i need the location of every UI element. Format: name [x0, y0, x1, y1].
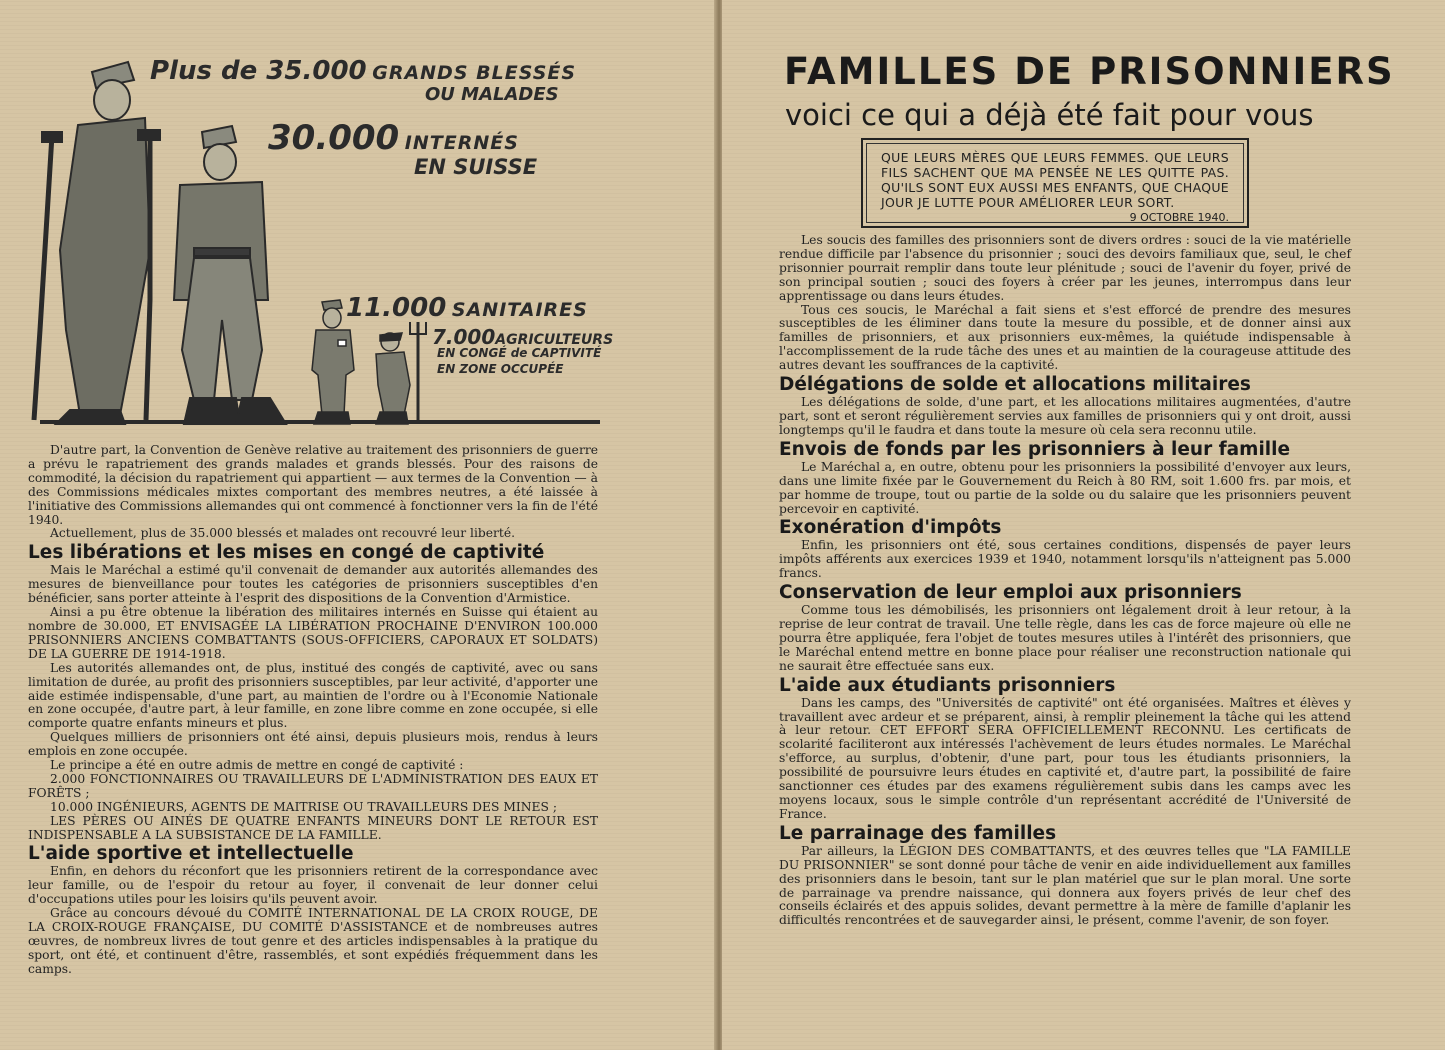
left-article	[28, 444, 598, 977]
paragraph: LES PÈRES OU AINÉS DE QUATRE ENFANTS MINEURS DONT LE RETOUR EST INDISPENSABLE A LA SUBSISTANCE DE LA FAMILLE.	[28, 813, 598, 842]
stat-interned	[268, 118, 519, 158]
paragraph: Les délégations de solde, d'une part, et les allocations militaires augmentées, d'autre part, sont et seront régulièrement servies aux familles de prisonniers qui y ont droit, aussi longtemps qu'il le faudra et dans toute la mesure où cela sera reconnu utile.	[779, 395, 1351, 437]
paragraph: Le Maréchal a, en outre, obtenu pour les prisonniers la possibilité d'envoyer aux leurs, dans une limite fixée par le Gouvernement du Reich à 80 RM, soit 1.600 frs. par mois, et par homme de troupe, tout ou partie de la solde ou du salaire que les prisonniers peuvent percevoir en captivité.	[779, 459, 1351, 516]
stat-farmers-line2: EN CONGÉ de CAPTIVITÉ	[437, 346, 602, 360]
heading-liberations: Les libérations et les mises en congé de captivité	[28, 542, 545, 564]
stat-farmers-line3: EN ZONE OCCUPÉE	[437, 362, 564, 376]
stat-wounded-label: GRANDS BLESSÉS	[372, 62, 577, 84]
soldiers-illustration	[0, 0, 717, 440]
heading-aide-sportive: L'aide sportive et intellectuelle	[28, 843, 354, 865]
quote-inner-frame	[866, 143, 1244, 223]
wounded-soldier-figure	[34, 62, 160, 424]
page-title: FAMILLES DE PRISONNIERS	[784, 50, 1395, 93]
stat-sanitary-label: SANITAIRES	[451, 299, 588, 321]
left-page	[0, 0, 717, 1050]
paragraph: Enfin, les prisonniers ont été, sous certaines conditions, dispensés de payer leurs impôts afférents aux exercices 1939 et 1940, notamment lorsqu'ils n'atteignent pas 5.000 francs.	[779, 538, 1351, 581]
paragraph: Grâce au concours dévoué du COMITÉ INTERNATIONAL DE LA CROIX ROUGE, DE LA CROIX-ROUGE FRANÇAISE, DU COMITÉ D'ASSISTANCE et de nombreuses autres œuvres, de nombreux livres de tout genre et des articles indispensables à la pratique du sport, ont été, et continuent d'être, rassemblés, et sont expédiés fréquemment dans les camps.	[28, 906, 598, 976]
stat-interned-number: 30.000	[268, 118, 400, 158]
paragraph: 2.000 FONCTIONNAIRES OU TRAVAILLEURS DE L'ADMINISTRATION DES EAUX ET FORÊTS ;	[28, 771, 598, 800]
stat-farmers-number: 7.000	[432, 325, 496, 349]
page-subtitle: voici ce qui a déjà été fait pour vous	[785, 98, 1314, 132]
stat-sanitary-number: 11.000	[346, 293, 447, 323]
stat-farmers-label: AGRICULTEURS	[495, 332, 614, 348]
quote-box	[861, 138, 1249, 228]
paragraph: Comme tous les démobilisés, les prisonniers ont légalement droit à leur retour, à la reprise de leur contrat de travail. Une telle règle, dans les cas de force majeure où elle ne pourra être appliquée, fera l'objet de toutes mesures utiles à l'intérêt des prisonniers, que le Maréchal entend mettre en bonne place pour réaliser une reconstruction nationale qui ne saurait être effectuée sans eux.	[779, 603, 1351, 673]
stat-interned-line2: EN SUISSE	[414, 155, 538, 179]
stat-wounded-line2: OU MALADES	[425, 84, 559, 105]
heading-parrainage: Le parrainage des familles	[779, 822, 1057, 844]
heading-exoneration: Exonération d'impôts	[779, 517, 1002, 539]
heading-delegations: Délégations de solde et allocations militaires	[779, 374, 1251, 396]
interned-soldier-figure	[174, 126, 286, 424]
paragraph: Enfin, en dehors du réconfort que les prisonniers retirent de la correspondance avec leur famille, ou de l'espoir du retour au foyer, il convenait de leur donner celui d'occupations utiles pour les loisirs qu'ils peuvent avoir.	[28, 864, 598, 907]
paragraph: Les soucis des familles des prisonniers sont de divers ordres : souci de la vie matérielle rendue difficile par l'absence du prisonnier ; souci des devoirs familiaux que, seul, le chef prisonnier pourrait remplir dans toute leur plénitude ; souci de l'avenir du foyer, privé de son principal soutien ; souci des foyers à créer par les jeunes, interrompus dans leur apprentissage ou dans leurs études.	[779, 233, 1351, 303]
quote-text: QUE LEURS MÈRES QUE LEURS FEMMES. QUE LEURS FILS SACHENT QUE MA PENSÉE NE LES QUITTE PAS. QU'ILS SONT EUX AUSSI MES ENFANTS, QUE CHAQUE JOUR JE LUTTE POUR AMÉLIORER LEUR SORT.	[881, 150, 1229, 210]
stat-wounded-number: Plus de 35.000	[150, 56, 367, 86]
right-article	[779, 234, 1351, 928]
paragraph: 10.000 INGÉNIEURS, AGENTS DE MAITRISE OU TRAVAILLEURS DES MINES ;	[50, 799, 558, 814]
paragraph: D'autre part, la Convention de Genève relative au traitement des prisonniers de guerre a prévu le rapatriement des grands malades et grands blessés. Pour des raisons de commodité, la décision du rapatriement qui appartient — aux termes de la Convention — à des Commissions médicales mixtes comportant des membres neutres, a été laissée à l'initiative des Commissions allemandes qui ont commencé à fonctionner vers la fin de l'été 1940.	[28, 443, 598, 527]
stat-sanitary	[346, 293, 588, 323]
heading-etudiants: L'aide aux étudiants prisonniers	[779, 674, 1116, 696]
stat-wounded	[150, 56, 576, 86]
paragraph: Les autorités allemandes ont, de plus, institué des congés de captivité, avec ou sans limitation de durée, au profit des prisonniers susceptibles, par leur activité, d'apporter une aide estimée indispensable, d'une part, au maintien de l'ordre ou à l'Economie Nationale en zone occupée, d'autre part, à leur famille, en zone libre comme en zone occupée, si elle comporte quatre enfants mineurs et plus.	[28, 660, 598, 731]
farmer-figure	[376, 322, 426, 424]
stat-interned-label: INTERNÉS	[404, 132, 519, 154]
paragraph: Ainsi a pu être obtenue la libération des militaires internés en Suisse qui étaient au nombre de 30.000, ET ENVISAGÉE LA LIBÉRATION PROCHAINE D'ENVIRON 100.000 PRISONNIERS ANCIENS COMBATTANTS (SOUS-OFFICIERS, CAPORAUX ET SOLDATS) DE LA GUERRE DE 1914-1918.	[28, 605, 598, 661]
paragraph: Par ailleurs, la LÉGION DES COMBATTANTS, et des œuvres telles que "LA FAMILLE DU PRISONNIER" se sont donné pour tâche de venir en aide individuellement aux familles des prisonniers dans le besoin, tant sur le plan matériel que sur le plan moral. Une sorte de parrainage va prendre naissance, qui donnera aux foyers privés de leur chef des conseils éclairés et des appuis solides, devant permettre à la mère de famille d'aplanir les difficultés rencontrées et de sauvegarder ainsi, le présent, comme l'avenir, de son foyer.	[779, 843, 1351, 928]
heading-envois: Envois de fonds par les prisonniers à leur famille	[779, 438, 1291, 460]
paragraph: Dans les camps, des "Universités de captivité" ont été organisées. Maîtres et élèves y travaillent avec ardeur et se préparent, ainsi, à remplir pleinement la tâche qui les attend à leur retour. CET EFFORT SERA OFFICIELLEMENT RECONNU. Les certificats de scolarité faciliteront aux intéressés l'achèvement de leurs études normales. Le Maréchal s'efforce, au surplus, d'obtenir, d'une part, pour tous les étudiants prisonniers, la possibilité de poursuivre leurs études en captivité et, d'autre part, la possibilité de faire sanctionner ces études par des examens régulièrement subis dans les camps avec les moyens locaux, sous le simple contrôle d'un représentant accrédité de l'Université de France.	[779, 695, 1351, 821]
paragraph: Actuellement, plus de 35.000 blessés et malades ont recouvré leur liberté.	[50, 526, 516, 541]
paragraph: Mais le Maréchal a estimé qu'il convenait de demander aux autorités allemandes des mesures de bienveillance pour toutes les catégories de prisonniers susceptibles d'en bénéficier, sans porter atteinte à l'esprit des dispositions de la Convention d'Armistice.	[28, 563, 598, 606]
paragraph: Quelques milliers de prisonniers ont été ainsi, depuis plusieurs mois, rendus à leurs emplois en zone occupée.	[28, 730, 598, 759]
paragraph: Tous ces soucis, le Maréchal a fait siens et s'est efforcé de prendre des mesures susceptibles de les éliminer dans toute la mesure du possible, et de donner ainsi aux familles de prisonniers, et aux prisonniers eux-mêmes, la quiétude indispensable à l'accomplissement de la rude tâche des unes et au maintien de la courageuse attitude des autres devant les souffrances de la captivité.	[779, 302, 1351, 373]
quote-date: 9 OCTOBRE 1940.	[1129, 211, 1229, 224]
right-page	[722, 0, 1445, 1050]
paragraph: Le principe a été en outre admis de mettre en congé de captivité :	[50, 758, 464, 773]
heading-conservation: Conservation de leur emploi aux prisonniers	[779, 582, 1242, 604]
